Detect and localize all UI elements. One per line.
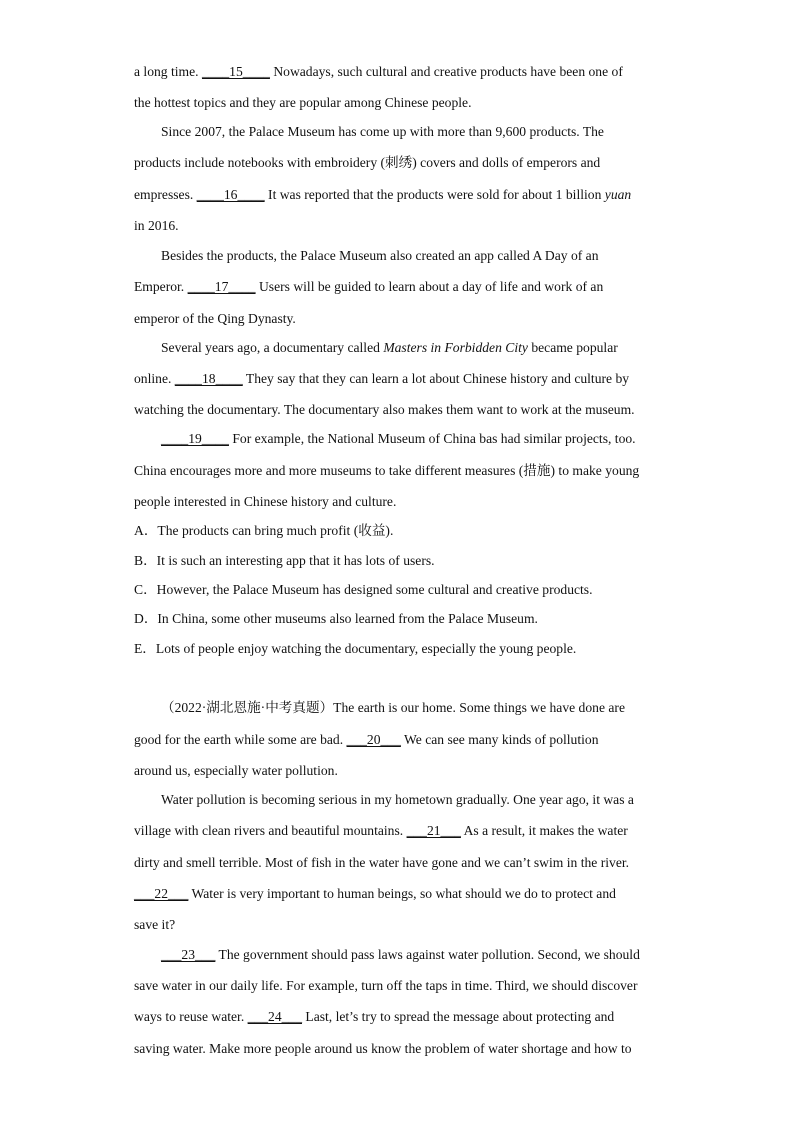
text-line: watching the documentary. The documentary also makes them want to work at the museum. xyxy=(134,402,635,417)
option-c: C．However, the Palace Museum has designed some cultural and creative products. xyxy=(134,582,593,597)
text: online. xyxy=(134,371,175,386)
text-line: around us, especially water pollution. xyxy=(134,763,338,778)
text-line xyxy=(134,886,616,902)
text-line xyxy=(134,732,599,748)
text-line xyxy=(134,279,603,295)
paragraph-start: Water pollution is becoming serious in my hometown gradually. One year ago, it was a xyxy=(161,792,634,807)
blank-20: ___20___ xyxy=(346,732,401,747)
text-line: dirty and smell terrible. Most of fish in the water have gone and we can’t swim in the river. xyxy=(134,855,630,870)
option-e: E．Lots of people enjoy watching the documentary, especially the young people. xyxy=(134,641,577,656)
blank-17: ____17____ xyxy=(187,279,256,294)
option-b: B．It is such an interesting app that it has lots of users. xyxy=(134,553,435,568)
text: ways to reuse water. xyxy=(134,1009,248,1024)
blank-24: ___24___ xyxy=(247,1009,302,1024)
option-d: D．In China, some other museums also learned from the Palace Museum. xyxy=(134,611,538,626)
blank-15: ____15____ xyxy=(201,64,270,79)
text: became popular xyxy=(527,340,618,355)
text: The government should pass laws against water pollution. Second, we should xyxy=(215,947,640,962)
italic-text: Masters in Forbidden City xyxy=(383,340,528,355)
text: We can see many kinds of pollution xyxy=(400,732,599,747)
text: empresses. xyxy=(134,187,197,202)
italic-text: yuan xyxy=(604,187,632,202)
text: good for the earth while some are bad. xyxy=(134,732,347,747)
blank-21: ___21___ xyxy=(406,823,461,838)
text: Water is very important to human beings, so what should we do to protect and xyxy=(188,886,616,901)
text: They say that they can learn a lot about Chinese history and culture by xyxy=(242,371,630,386)
text-line: the hottest topics and they are popular among Chinese people. xyxy=(134,95,472,110)
blank-19: ____19____ xyxy=(161,431,229,446)
text: Last, let’s try to spread the message about protecting and xyxy=(302,1009,615,1024)
text-line: people interested in Chinese history and culture. xyxy=(134,494,397,509)
text: Nowadays, such cultural and creative products have been one of xyxy=(269,64,623,79)
text-line xyxy=(134,823,628,839)
blank-18: ____18____ xyxy=(174,371,243,386)
text: Users will be guided to learn about a day of life and work of an xyxy=(255,279,604,294)
text-line: saving water. Make more people around us know the problem of water shortage and how to xyxy=(134,1041,632,1056)
text-line xyxy=(134,371,629,387)
text: Several years ago, a documentary called xyxy=(161,340,384,355)
text: It was reported that the products were sold for about 1 billion xyxy=(264,187,605,202)
blank-16: ____16____ xyxy=(196,187,265,202)
paragraph-start xyxy=(161,431,636,447)
text: a long time. xyxy=(134,64,202,79)
text-line: products include notebooks with embroidery (刺绣) covers and dolls of emperors and xyxy=(134,155,601,170)
text: For example, the National Museum of China bas had similar projects, too. xyxy=(228,431,636,446)
paragraph-start xyxy=(161,340,618,356)
blank-22: ___22___ xyxy=(134,886,189,901)
paragraph-start: （2022·湖北恩施·中考真题）The earth is our home. Some things we have done are xyxy=(161,700,625,715)
text-line: save it? xyxy=(134,917,176,932)
text: village with clean rivers and beautiful mountains. xyxy=(134,823,407,838)
paragraph-start xyxy=(161,947,640,963)
text-line: China encourages more and more museums to take different measures (措施) to make young xyxy=(134,463,640,478)
text-line: emperor of the Qing Dynasty. xyxy=(134,311,296,326)
text-line xyxy=(134,1009,614,1025)
text-line xyxy=(134,187,631,203)
blank-23: ___23___ xyxy=(161,947,216,962)
text-line: save water in our daily life. For example, turn off the taps in time. Third, we should discover xyxy=(134,978,638,993)
text-line: in 2016. xyxy=(134,218,179,233)
paragraph-start: Since 2007, the Palace Museum has come up with more than 9,600 products. The xyxy=(161,124,604,139)
text: As a result, it makes the water xyxy=(460,823,628,838)
paragraph-start: Besides the products, the Palace Museum also created an app called A Day of an xyxy=(161,248,599,263)
text: Emperor. xyxy=(134,279,188,294)
option-a: A．The products can bring much profit (收益). xyxy=(134,523,394,538)
text-line xyxy=(134,64,623,80)
